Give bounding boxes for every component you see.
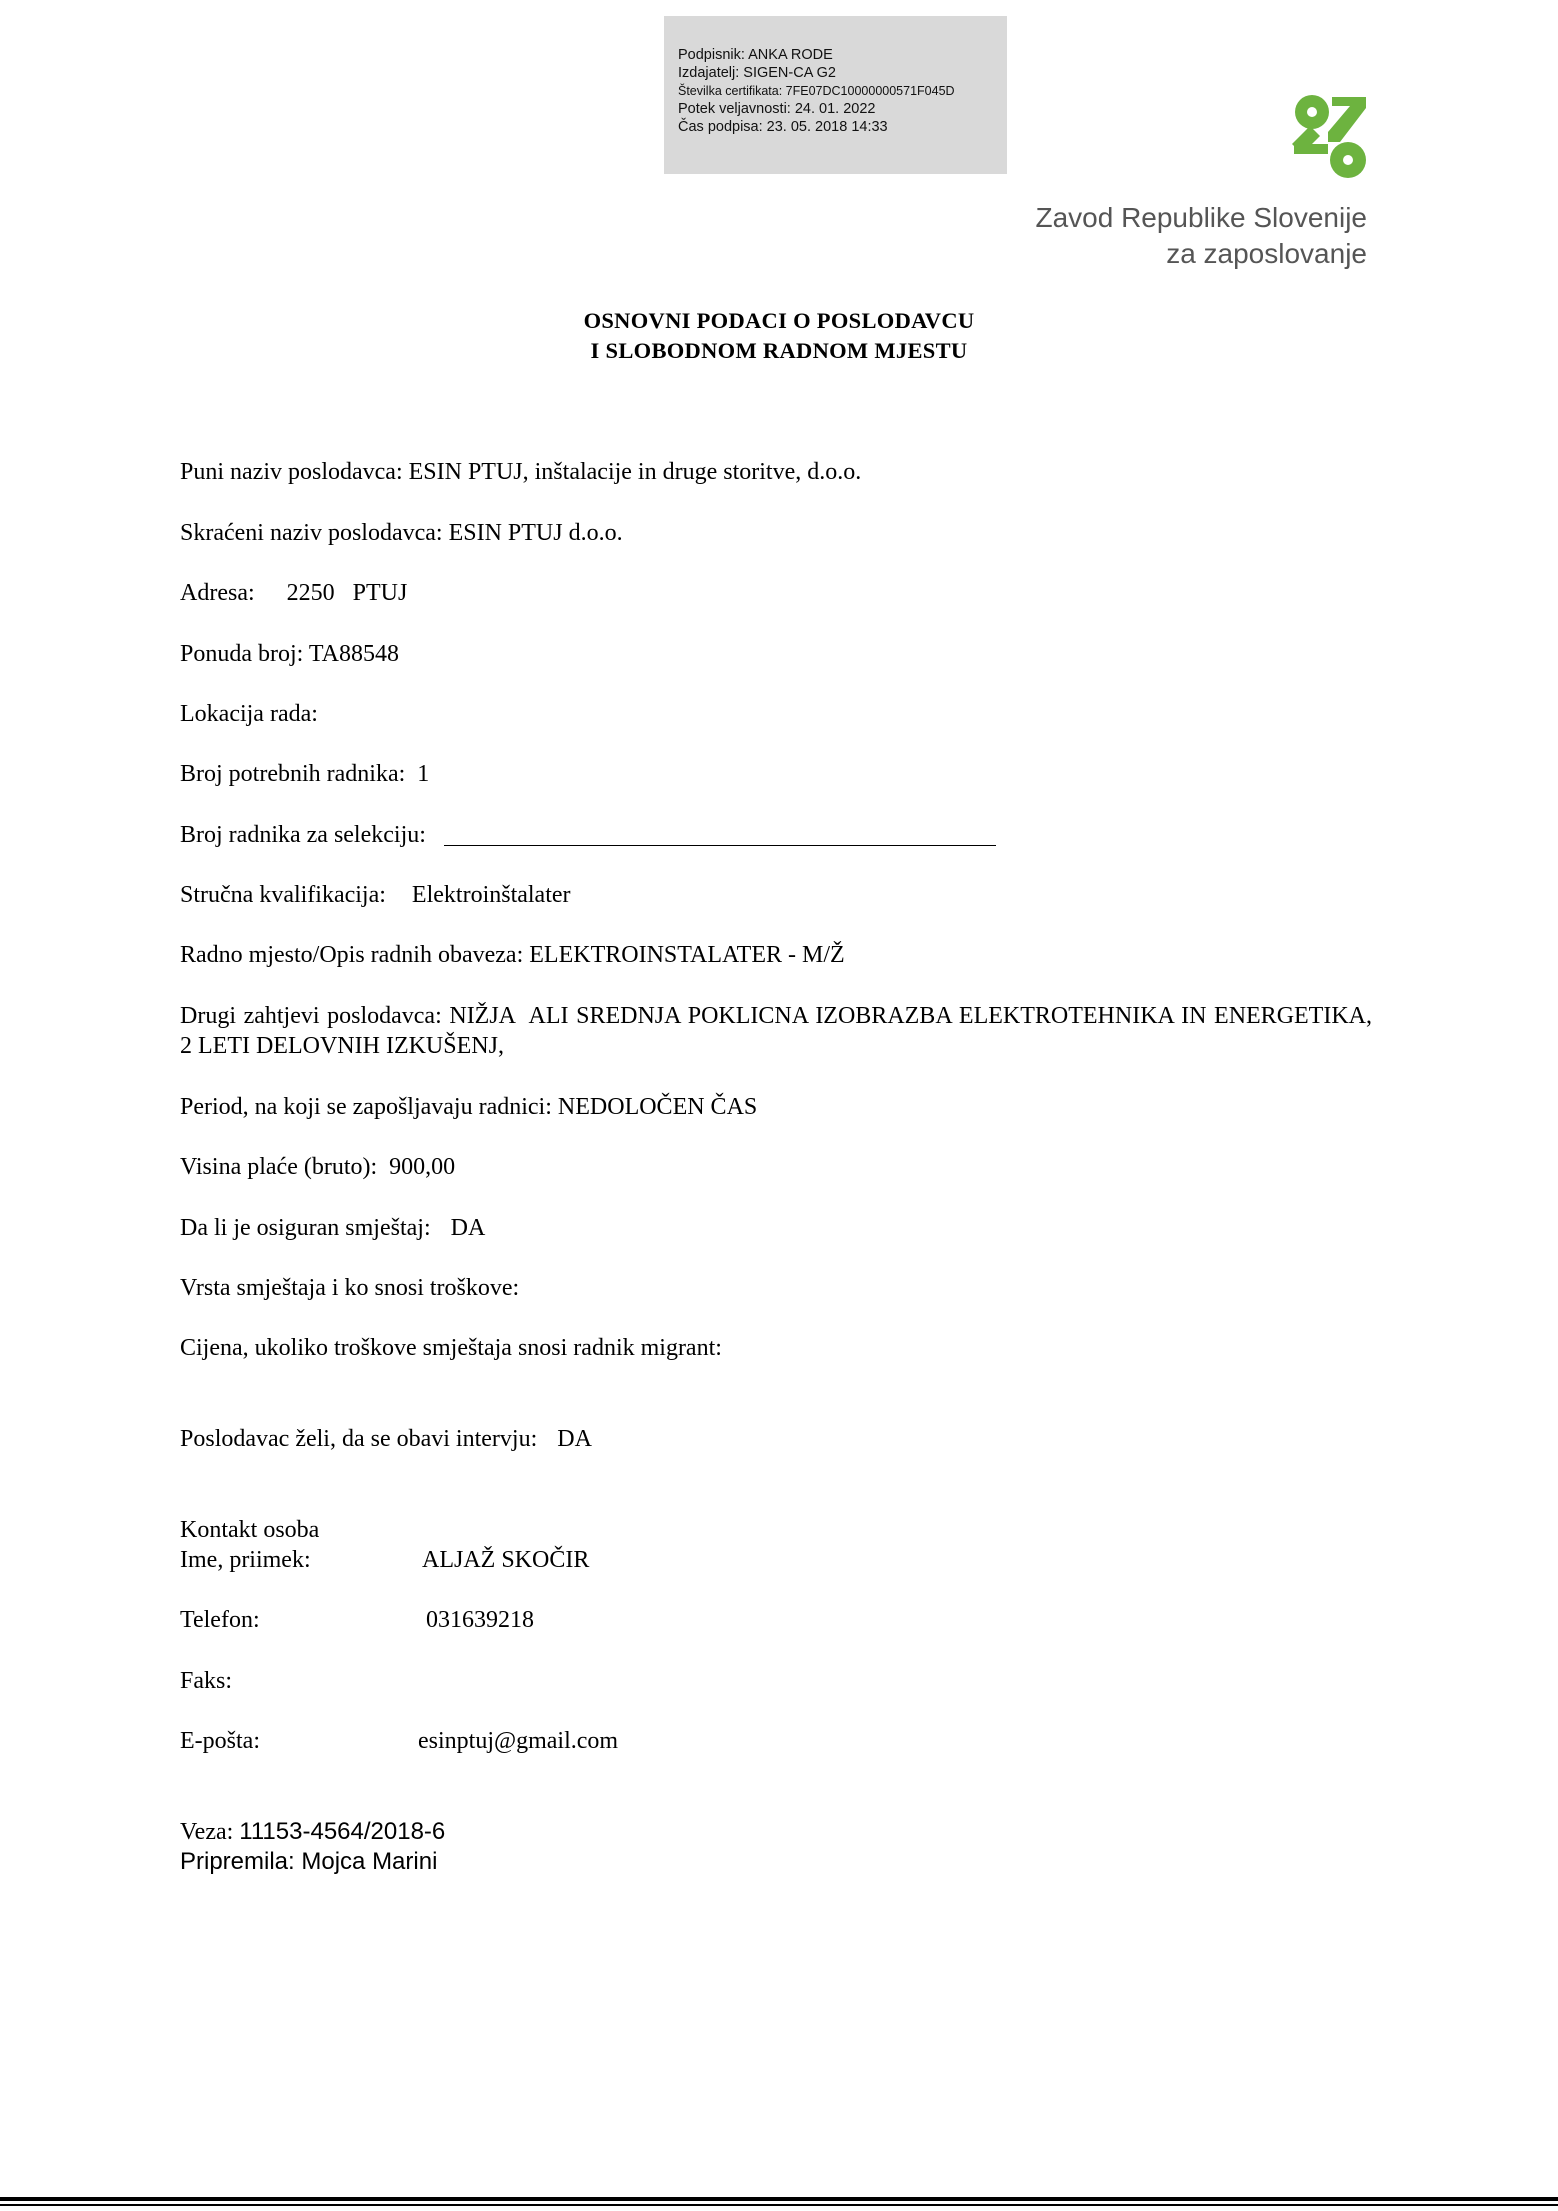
footer-prepared xyxy=(180,1847,437,1877)
signature-certificate: Številka certifikata: 7FE07DC10000000571F045D xyxy=(678,84,955,98)
field-full-name xyxy=(180,457,861,487)
contact-email-value: esinptuj@gmail.com xyxy=(418,1728,619,1754)
field-value: Elektroinštalater xyxy=(411,882,571,908)
field-label: Period, na koji se zapošljavaju radnici: xyxy=(180,1094,552,1120)
contact-phone-label: Telefon: xyxy=(180,1607,260,1633)
field-period xyxy=(180,1092,757,1122)
title-line-1: OSNOVNI PODACI O POSLODAVCU xyxy=(583,308,975,333)
field-label: Lokacija rada: xyxy=(180,701,318,727)
contact-fax-label: Faks: xyxy=(180,1668,233,1694)
field-short-name xyxy=(180,518,623,548)
footer-reference-value: 11153-4564/2018-6 xyxy=(239,1818,446,1845)
organization-line-1: Zavod Republike Slovenije xyxy=(1035,202,1367,233)
signature-issuer: Izdajatelj: SIGEN-CA G2 xyxy=(678,65,836,81)
footer-reference-label: Veza: xyxy=(180,1819,234,1845)
footer-reference xyxy=(180,1817,445,1847)
field-label: Visina plaće (bruto): xyxy=(180,1154,378,1180)
field-label: Adresa: xyxy=(180,580,255,606)
field-label: Skraćeni naziv poslodavca: xyxy=(180,520,443,546)
field-accommodation-type xyxy=(180,1273,519,1303)
field-label: Puni naziv poslodavca: xyxy=(180,459,403,485)
signature-box xyxy=(664,16,1007,174)
contact-name-label: Ime, priimek: xyxy=(180,1547,311,1573)
field-label: Broj potrebnih radnika: xyxy=(180,761,406,787)
signature-validity: Potek veljavnosti: 24. 01. 2022 xyxy=(678,101,876,117)
contact-email-label: E-pošta: xyxy=(180,1728,260,1754)
field-value: ESIN PTUJ d.o.o. xyxy=(448,520,623,546)
field-label: Stručna kvalifikacija: xyxy=(180,882,386,908)
field-accommodation-price xyxy=(180,1333,722,1363)
field-value: TA88548 xyxy=(308,641,399,667)
field-work-location xyxy=(180,699,318,729)
field-label: Drugi zahtjevi poslodavca: xyxy=(180,1003,442,1029)
field-label: Cijena, ukoliko troškove smještaja snosi radnik migrant: xyxy=(180,1335,722,1361)
signature-signer: Podpisnik: ANKA RODE xyxy=(678,47,833,63)
organization-line-2: za zaposlovanje xyxy=(1166,238,1367,269)
field-workers-selection xyxy=(180,820,996,850)
field-value: 900,00 xyxy=(389,1154,456,1180)
field-label: Poslodavac želi, da se obavi intervju: xyxy=(180,1426,538,1452)
field-interview xyxy=(180,1424,592,1454)
contact-name-value: ALJAŽ SKOČIR xyxy=(422,1547,590,1573)
contact-phone-value: 031639218 xyxy=(426,1607,534,1633)
field-value: DA xyxy=(450,1215,486,1241)
field-value: ELEKTROINSTALATER - M/Ž xyxy=(529,942,845,968)
contact-heading: Kontakt osoba xyxy=(180,1517,320,1543)
field-salary xyxy=(180,1152,455,1182)
field-other-requirements xyxy=(180,1001,1379,1061)
field-value: 2250 PTUJ xyxy=(286,580,408,606)
field-label: Radno mjesto/Opis radnih obaveza: xyxy=(180,942,524,968)
field-label: Da li je osiguran smještaj: xyxy=(180,1215,431,1241)
field-accommodation xyxy=(180,1213,485,1243)
field-job-description xyxy=(180,940,845,970)
blank-underline xyxy=(444,821,996,846)
document-title xyxy=(0,306,1558,366)
field-value: 1 xyxy=(417,761,430,787)
field-value: ESIN PTUJ, inštalacije in druge storitve, d.o.o. xyxy=(408,459,862,485)
signature-time: Čas podpisa: 23. 05. 2018 14:33 xyxy=(678,119,888,135)
field-value: DA xyxy=(557,1426,592,1452)
field-address xyxy=(180,578,407,608)
field-offer-number xyxy=(180,639,399,669)
field-label: Ponuda broj: xyxy=(180,641,304,667)
footer-prepared-value: Mojca Marini xyxy=(301,1848,438,1875)
zrss-logo-icon xyxy=(1290,92,1370,182)
title-line-2: I SLOBODNOM RADNOM MJESTU xyxy=(590,338,968,363)
field-workers-needed xyxy=(180,759,429,789)
field-label: Vrsta smještaja i ko snosi troškove: xyxy=(180,1275,520,1301)
field-value: NIŽJA ALI SREDNJA POKLICNA IZOBRAZBA ELEKTROTEHNIKA IN ENERGETIKA, 2 LETI DELOVNIH IZKUŠENJ, xyxy=(180,1003,1379,1059)
organization-name xyxy=(1035,200,1367,272)
field-value: NEDOLOČEN ČAS xyxy=(557,1094,758,1120)
field-label: Broj radnika za selekciju: xyxy=(180,822,426,848)
field-qualification xyxy=(180,880,571,910)
page-bottom-rule xyxy=(0,2197,1558,2206)
footer-prepared-label: Pripremila: xyxy=(180,1848,295,1875)
